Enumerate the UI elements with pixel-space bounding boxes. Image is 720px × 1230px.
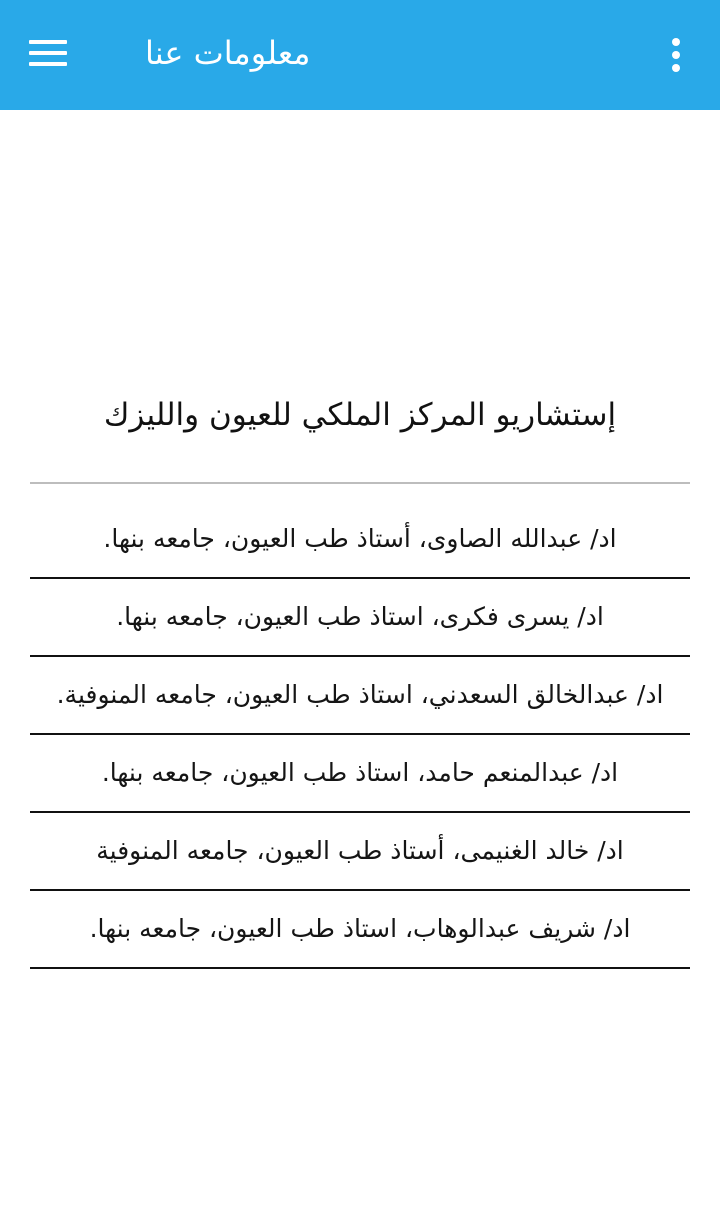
overflow-dot-bottom	[672, 64, 680, 72]
menu-bar-middle	[29, 51, 67, 55]
doctor-item: اد/ عبدالله الصاوى، أستاذ طب العيون، جامعه بنها.	[30, 501, 690, 579]
doctor-item: اد/ شريف عبدالوهاب، استاذ طب العيون، جامعه بنها.	[30, 891, 690, 969]
menu-bar-top	[29, 40, 67, 44]
doctor-item: اد/ يسرى فكرى، استاذ طب العيون، جامعه بنها.	[30, 579, 690, 657]
doctor-item: اد/ عبدالمنعم حامد، استاذ طب العيون، جامعه بنها.	[30, 735, 690, 813]
more-vertical-icon[interactable]	[656, 30, 696, 80]
heading-divider	[30, 482, 690, 484]
page-title: معلومات عنا	[145, 34, 311, 72]
section-heading: إستشاريو المركز الملكي للعيون والليزك	[103, 397, 617, 433]
doctors-list	[30, 501, 690, 969]
doctor-item: اد/ عبدالخالق السعدني، استاذ طب العيون، جامعه المنوفية.	[30, 657, 690, 735]
overflow-dot-middle	[672, 51, 680, 59]
app-bar	[0, 0, 720, 110]
overflow-dot-top	[672, 38, 680, 46]
hamburger-menu-icon[interactable]	[20, 30, 76, 76]
menu-bar-bottom	[29, 62, 67, 66]
doctor-item: اد/ خالد الغنيمى، أستاذ طب العيون، جامعه المنوفية	[30, 813, 690, 891]
